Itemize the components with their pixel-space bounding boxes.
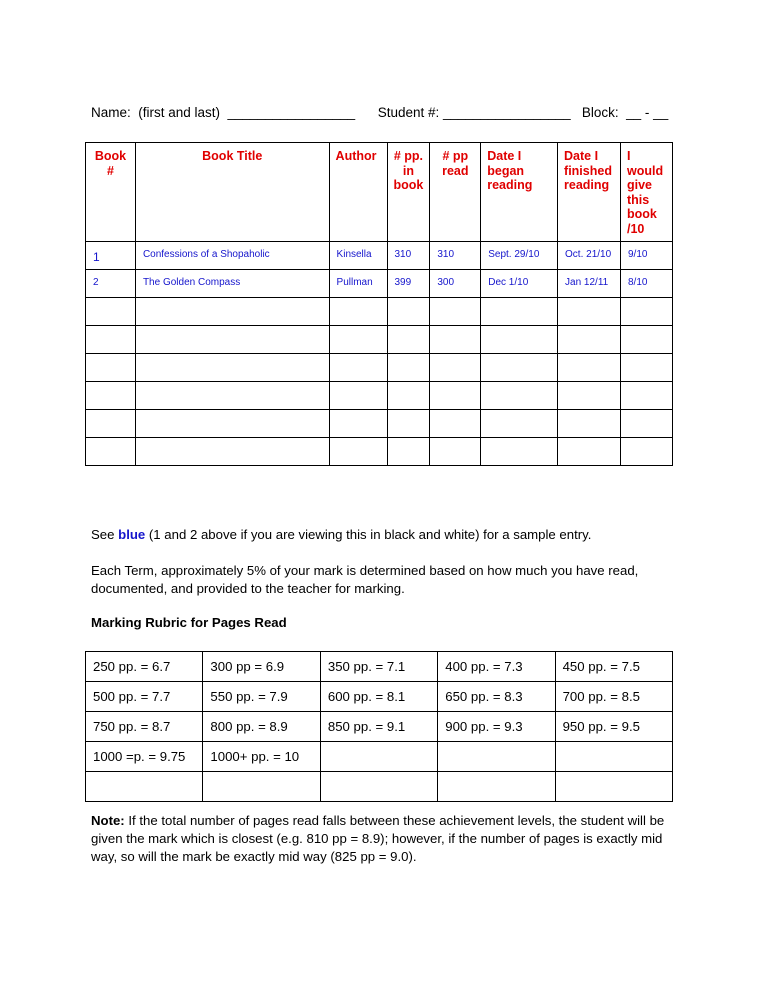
table-cell <box>481 354 558 382</box>
rubric-cell: 350 pp. = 7.1 <box>320 652 437 682</box>
table-cell <box>86 326 136 354</box>
table-row <box>86 354 673 382</box>
column-header: # pp read <box>430 143 481 242</box>
table-cell: The Golden Compass <box>135 270 329 298</box>
table-cell <box>430 410 481 438</box>
blue-highlight: blue <box>118 527 146 542</box>
rubric-row <box>86 742 673 772</box>
table-cell <box>86 410 136 438</box>
rubric-cell <box>320 772 437 802</box>
table-cell <box>387 410 430 438</box>
table-cell <box>558 438 621 466</box>
table-cell <box>558 354 621 382</box>
table-row <box>86 270 673 298</box>
table-cell <box>481 326 558 354</box>
rubric-cell: 250 pp. = 6.7 <box>86 652 203 682</box>
rubric-row <box>86 652 673 682</box>
table-cell <box>387 298 430 326</box>
rubric-row <box>86 772 673 802</box>
table-row <box>86 298 673 326</box>
table-cell: Sept. 29/10 <box>481 242 558 270</box>
rubric-cell <box>438 772 555 802</box>
table-cell: 310 <box>387 242 430 270</box>
table-row <box>86 438 673 466</box>
table-cell <box>329 382 387 410</box>
rubric-cell: 550 pp. = 7.9 <box>203 682 320 712</box>
table-cell: Kinsella <box>329 242 387 270</box>
rubric-cell <box>555 742 672 772</box>
table-cell <box>86 438 136 466</box>
table-cell: Jan 12/11 <box>558 270 621 298</box>
table-cell: 9/10 <box>621 242 673 270</box>
table-cell <box>430 298 481 326</box>
table-cell <box>135 438 329 466</box>
table-cell: Oct. 21/10 <box>558 242 621 270</box>
table-row <box>86 410 673 438</box>
column-header: Book # <box>86 143 136 242</box>
table-row <box>86 242 673 270</box>
rubric-cell: 700 pp. = 8.5 <box>555 682 672 712</box>
rubric-cell <box>438 742 555 772</box>
table-cell: 2 <box>86 270 136 298</box>
name-field: Name: (first and last) _________________ <box>91 105 356 120</box>
rubric-cell: 950 pp. = 9.5 <box>555 712 672 742</box>
table-cell: 310 <box>430 242 481 270</box>
note-label: Note: <box>91 813 125 828</box>
rubric-cell <box>86 772 203 802</box>
table-cell: 1 <box>86 242 136 270</box>
column-header: Book Title <box>135 143 329 242</box>
rubric-cell <box>555 772 672 802</box>
table-cell <box>135 298 329 326</box>
column-header: Date I finished reading <box>558 143 621 242</box>
table-cell <box>558 382 621 410</box>
rubric-title: Marking Rubric for Pages Read <box>91 615 287 630</box>
student-number-field: Student #: _________________ <box>377 105 571 120</box>
table-row <box>86 326 673 354</box>
rubric-cell: 900 pp. = 9.3 <box>438 712 555 742</box>
table-cell <box>558 326 621 354</box>
table-cell <box>558 410 621 438</box>
table-cell <box>329 326 387 354</box>
column-header: Date I began reading <box>481 143 558 242</box>
rubric-cell: 450 pp. = 7.5 <box>555 652 672 682</box>
rubric-cell: 600 pp. = 8.1 <box>320 682 437 712</box>
table-cell <box>329 438 387 466</box>
table-cell: Confessions of a Shopaholic <box>135 242 329 270</box>
table-cell <box>430 438 481 466</box>
table-cell <box>135 326 329 354</box>
rubric-row <box>86 682 673 712</box>
table-cell <box>329 354 387 382</box>
table-cell <box>621 410 673 438</box>
column-header: # pp. in book <box>387 143 430 242</box>
table-cell <box>481 438 558 466</box>
table-cell <box>329 298 387 326</box>
rubric-cell: 1000+ pp. = 10 <box>203 742 320 772</box>
table-cell <box>329 410 387 438</box>
table-cell <box>135 354 329 382</box>
table-cell <box>135 410 329 438</box>
reading-log-table <box>85 142 673 466</box>
table-cell <box>135 382 329 410</box>
rubric-cell: 500 pp. = 7.7 <box>86 682 203 712</box>
table-cell: 300 <box>430 270 481 298</box>
table-cell: Dec 1/10 <box>481 270 558 298</box>
rubric-cell <box>203 772 320 802</box>
table-cell <box>621 382 673 410</box>
sample-entry-note: See blue (1 and 2 above if you are viewing this in black and white) for a sample entry. <box>91 527 592 542</box>
rubric-cell: 1000 =p. = 9.75 <box>86 742 203 772</box>
rubric-cell: 800 pp. = 8.9 <box>203 712 320 742</box>
table-cell <box>387 438 430 466</box>
rubric-cell: 850 pp. = 9.1 <box>320 712 437 742</box>
table-cell: 8/10 <box>621 270 673 298</box>
rubric-cell: 650 pp. = 8.3 <box>438 682 555 712</box>
table-cell <box>481 298 558 326</box>
rubric-table <box>85 651 673 802</box>
header-line <box>91 105 668 120</box>
table-cell <box>481 410 558 438</box>
term-note: Each Term, approximately 5% of your mark is determined based on how much you have read, documented, and provided to the teacher for marking. <box>91 563 639 596</box>
table-cell <box>621 326 673 354</box>
rubric-cell: 400 pp. = 7.3 <box>438 652 555 682</box>
rubric-cell: 300 pp = 6.9 <box>203 652 320 682</box>
table-cell <box>430 382 481 410</box>
table-cell <box>86 354 136 382</box>
rubric-row <box>86 712 673 742</box>
column-header: I would give this book /10 <box>621 143 673 242</box>
table-cell: 399 <box>387 270 430 298</box>
column-header: Author <box>329 143 387 242</box>
rubric-cell <box>320 742 437 772</box>
table-cell <box>86 382 136 410</box>
rubric-cell: 750 pp. = 8.7 <box>86 712 203 742</box>
table-cell <box>621 438 673 466</box>
table-cell <box>430 326 481 354</box>
table-cell <box>387 326 430 354</box>
table-cell <box>387 354 430 382</box>
table-cell: Pullman <box>329 270 387 298</box>
block-field: Block: __ - __ <box>581 105 669 120</box>
table-header-row <box>86 143 673 242</box>
table-cell <box>558 298 621 326</box>
note-paragraph <box>91 812 681 866</box>
table-cell <box>621 298 673 326</box>
table-cell <box>481 382 558 410</box>
table-cell <box>621 354 673 382</box>
note-text: If the total number of pages read falls between these achievement levels, the student will be given the mark which is closest (e.g. 810 pp = 8.9); however, if the number of pages is exactly mid way, so will the mark be exactly mid way (825 pp = 9.0). <box>91 813 665 864</box>
table-row <box>86 382 673 410</box>
table-cell <box>86 298 136 326</box>
table-cell <box>387 382 430 410</box>
table-cell <box>430 354 481 382</box>
